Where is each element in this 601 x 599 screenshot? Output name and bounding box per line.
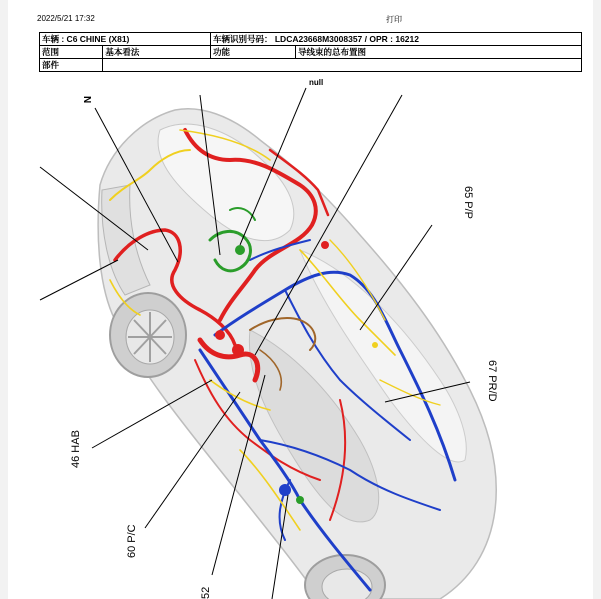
callout-label-67: 67 PR/D [486,360,498,402]
callout-label-46: 46 HAB [70,430,82,468]
table-row [40,59,582,72]
table-row [40,46,582,59]
callout-null-label: null [309,78,324,87]
table-row [40,33,582,46]
parts-label-cell: 部件 [40,59,103,72]
print-title: 打印 [386,15,402,24]
callout-label-65: 65 P/P [462,186,474,220]
scope-value-cell: 基本看法 [103,46,211,59]
vehicle-cell: 车辆 : C6 CHINE (X81) [40,33,211,46]
callout-label-60: 60 P/C [126,524,138,558]
scope-label-cell: 范围 [40,46,103,59]
vin-cell: 车辆识别号码： LDCA23668M3008357 / OPR : 16212 [211,33,582,46]
function-value-cell: 导线束的总布置图 [296,46,582,59]
wiring-harness-diagram [0,76,601,599]
function-label-cell: 功能 [211,46,296,59]
print-datetime: 2022/5/21 17:32 [37,14,95,23]
vehicle-info-table [39,32,582,72]
parts-value-cell [103,59,582,72]
callout-label-52: 52 [200,586,212,599]
callout-label-n: N [81,96,92,104]
